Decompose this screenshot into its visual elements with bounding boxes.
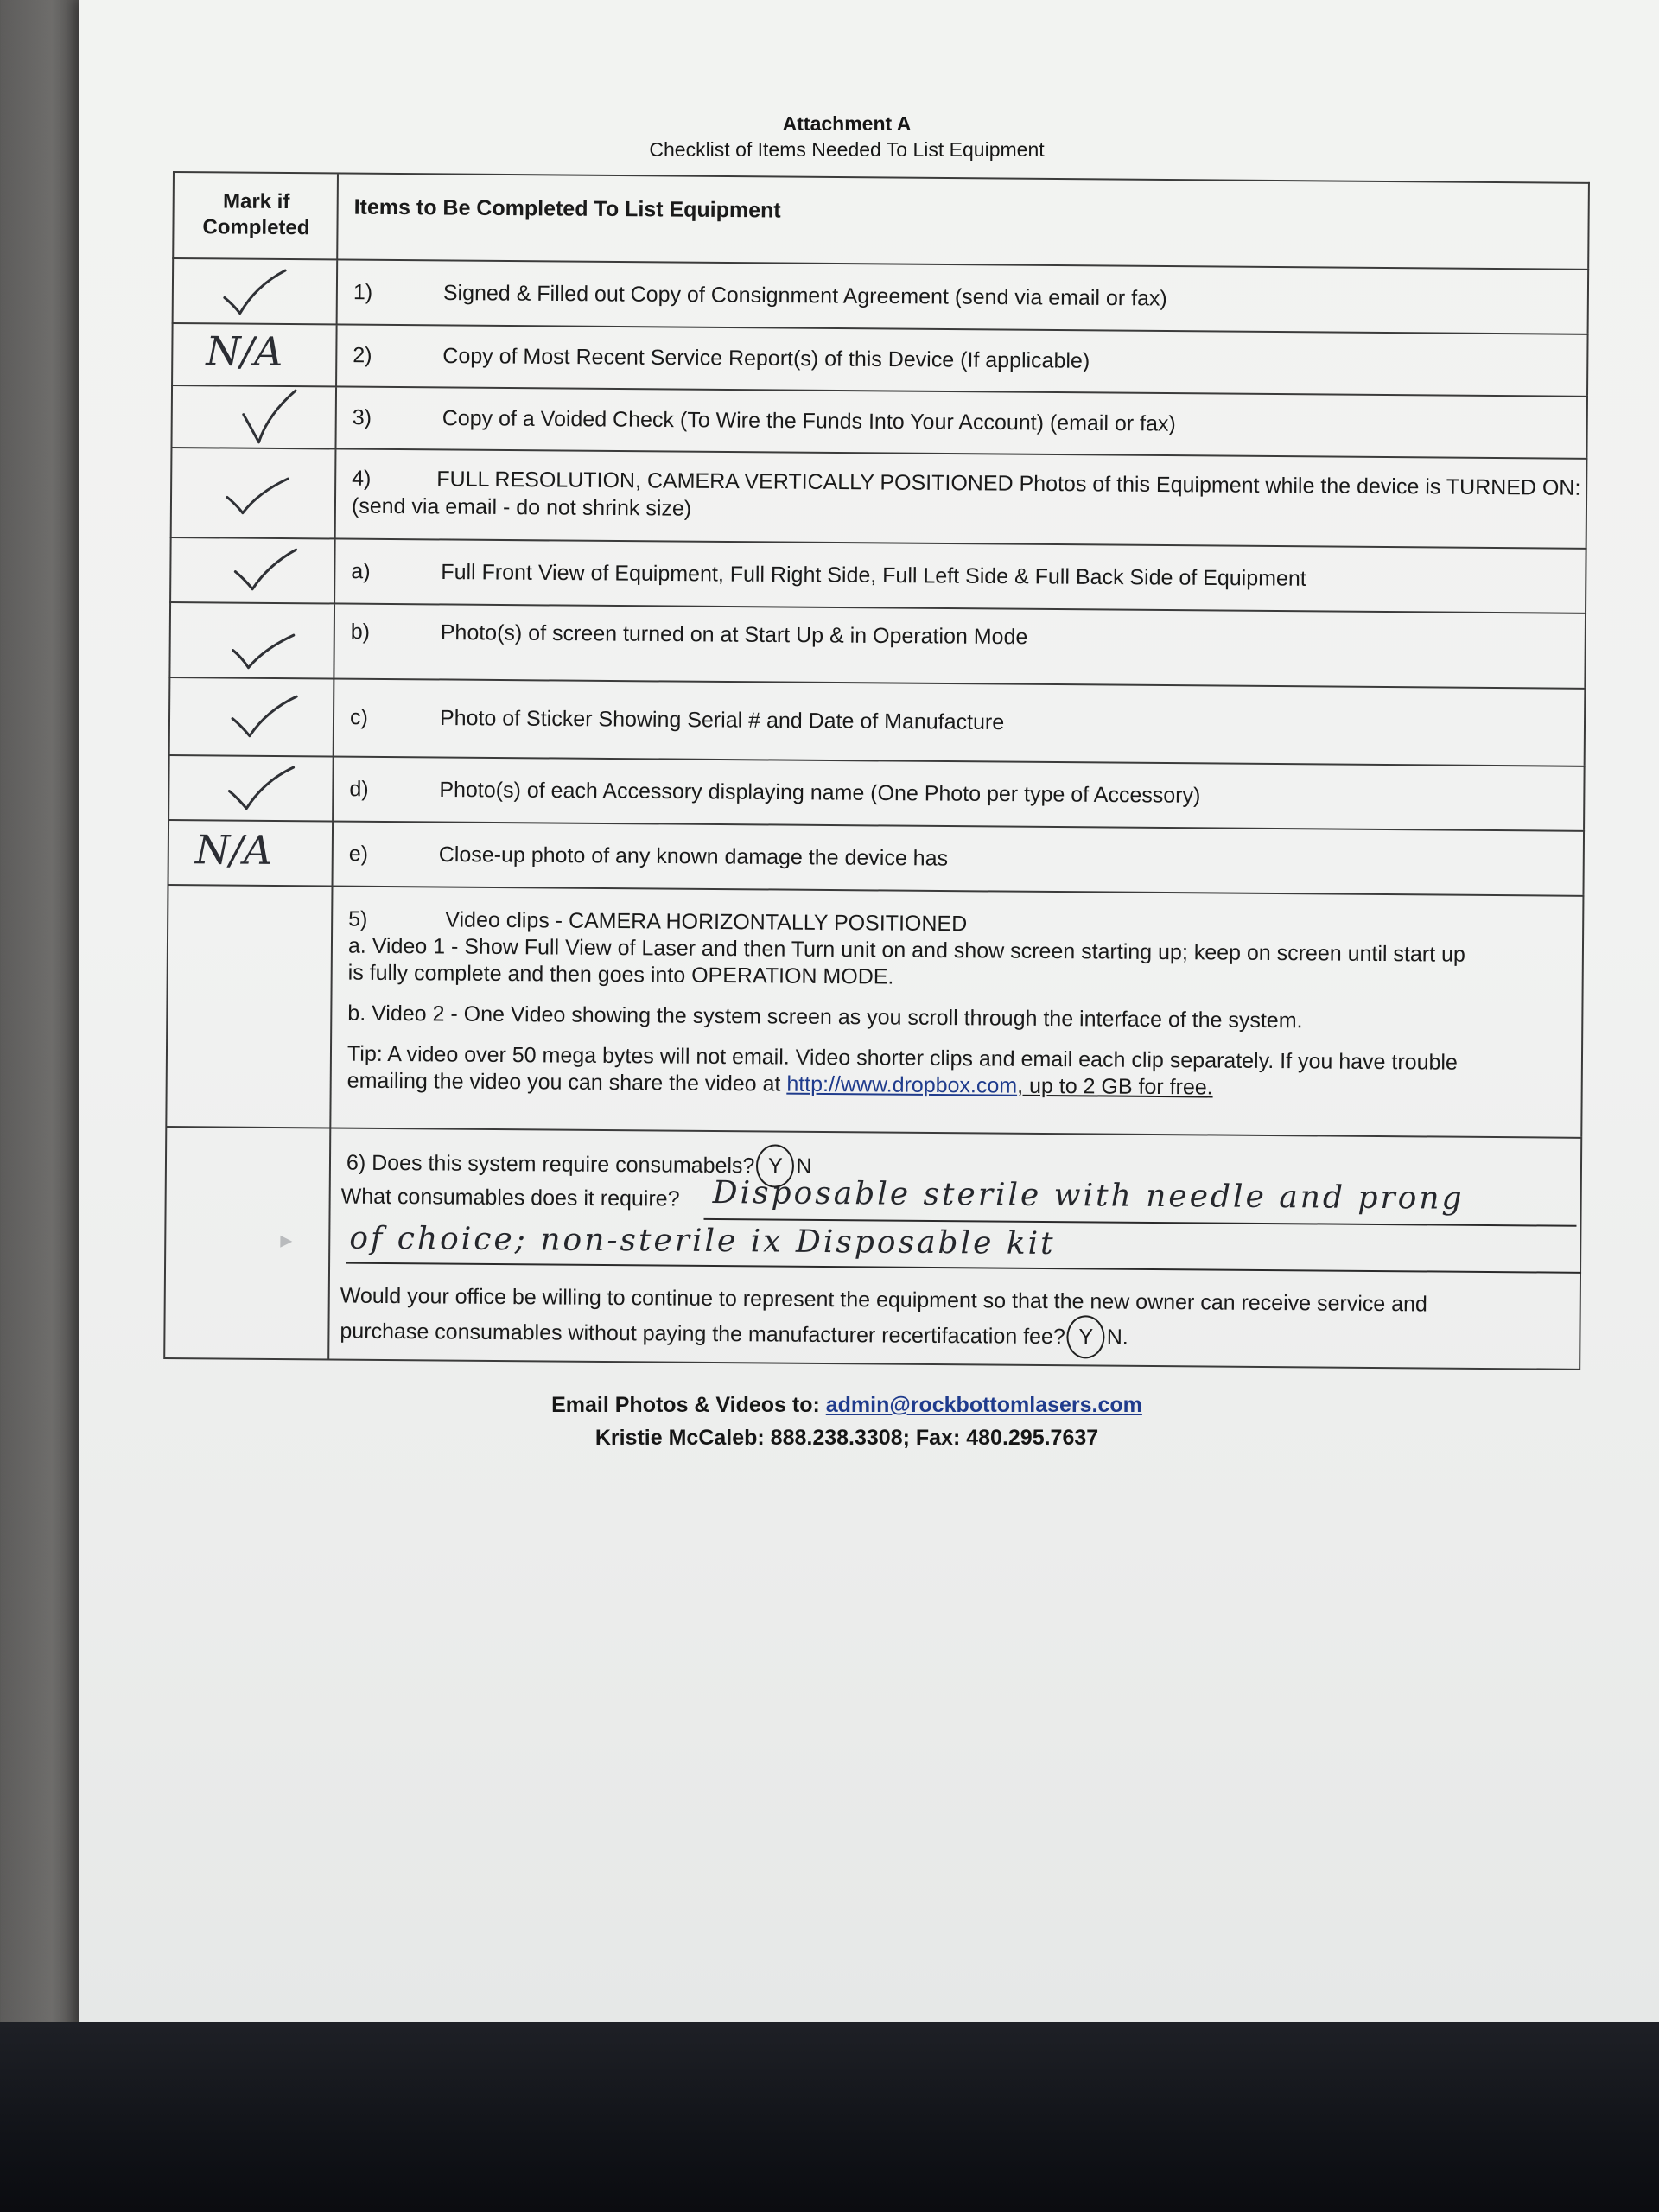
checkmark-icon: [229, 693, 302, 741]
table-row: c) Photo of Sticker Showing Serial # and Date of Manufacture: [168, 677, 1586, 766]
consumables-question: 6) Does this system require consumabels?: [346, 1150, 755, 1179]
item-text: Copy of a Voided Check (To Wire the Funds Into Your Account) (email or fax): [442, 405, 1176, 436]
item-text: Full Front View of Equipment, Full Right Side, Full Left Side & Full Back Side of Equipment: [441, 559, 1306, 591]
item-text: Photo(s) of screen turned on at Start Up & in Operation Mode: [440, 620, 1028, 650]
checkmark-icon: [232, 546, 301, 595]
footer-email-line: Email Photos & Videos to: admin@rockbottomlasers.com: [551, 1393, 1142, 1417]
item-text: Close-up photo of any known damage the device has: [438, 842, 949, 871]
table-row: 4) FULL RESOLUTION, CAMERA VERTICALLY POSITIONED Photos of this Equipment while the device is TURNED ON: (send via email - do not shrink size): [170, 447, 1588, 548]
item-text: Copy of Most Recent Service Report(s) of this Device (If applicable): [442, 343, 1090, 373]
table-row: b) Photo(s) of screen turned on at Start Up & in Operation Mode: [168, 601, 1586, 688]
represent-line2: purchase consumables without paying the manufacturer recertifacation fee?: [340, 1319, 1065, 1350]
video-a-line2: is fully complete and then goes into OPERATION MODE.: [347, 960, 894, 989]
table-row: d) Photo(s) of each Accessory displaying name (One Photo per type of Accessory): [168, 754, 1586, 830]
na-mark: N/A: [194, 826, 273, 874]
checkmark-icon: [224, 474, 293, 518]
table-row: N/A 2) Copy of Most Recent Service Report(s) of this Device (If applicable): [171, 322, 1589, 396]
document-title: Attachment A: [782, 112, 912, 135]
item-text: (send via email - do not shrink size): [351, 493, 692, 521]
dropbox-link[interactable]: http://www.dropbox.com: [786, 1071, 1018, 1098]
consumables-label: What consumables does it require?: [340, 1184, 680, 1211]
consumables-answer-line2: of choice; non-sterile ix Disposable kit: [349, 1220, 1056, 1262]
represent-line1: Would your office be willing to continue to represent the equipment so that the new owner can receive service and: [340, 1283, 1428, 1317]
table-row-video: 5) Video clips - CAMERA HORIZONTALLY POSITIONED a. Video 1 - Show Full View of Laser and then Turn unit on and show screen starting up; keep on screen until start up is fully complete and then goes into OPERATION MODE. b. Video 2 - One Video showing the system screen as you scroll through the interface of the system. Tip: A video over 50 mega bytes will not email. Video shorter clips and email each clip separately. If you have trouble emailing the video you can share the video at http://www.dropbox.com, up to 2 GB for free.: [165, 884, 1584, 1137]
footer-contact: Kristie McCaleb: 888.238.3308; Fax: 480.295.7637: [594, 1426, 1099, 1450]
checkmark-icon: [226, 764, 298, 813]
col-header-mark: Mark if Completed: [202, 189, 310, 240]
col-header-items: Items to Be Completed To List Equipment: [353, 194, 781, 223]
document-subtitle: Checklist of Items Needed To List Equipment: [649, 138, 1045, 161]
tip-line2: emailing the video you can share the video at: [346, 1068, 787, 1096]
email-link[interactable]: admin@rockbottomlasers.com: [825, 1393, 1142, 1417]
item-text: Photo(s) of each Accessory displaying name (One Photo per type of Accessory): [439, 777, 1201, 808]
faint-pen-mark: ▸: [280, 1226, 293, 1254]
video-a-line1: a. Video 1 - Show Full View of Laser and then Turn unit on and show screen starting up; keep on screen until start up: [347, 933, 1465, 967]
checkmark-icon: [229, 632, 298, 676]
checklist-table: [163, 171, 1590, 1379]
item-text: Photo of Sticker Showing Serial # and Date of Manufacture: [439, 705, 1005, 735]
tip-line1: Tip: A video over 50 mega bytes will not email. Video shorter clips and email each clip separately. If you have trouble: [346, 1041, 1459, 1075]
consumables-answer-line1: Disposable sterile with needle and prong: [712, 1174, 1465, 1217]
table-header-row: [172, 171, 1590, 269]
desk-surface: [0, 2022, 1659, 2212]
checkmark-icon: [221, 266, 290, 319]
yes-circled: Y: [756, 1144, 794, 1187]
item-text: FULL RESOLUTION, CAMERA VERTICALLY POSITIONED Photos of this Equipment while the device is TURNED ON:: [436, 467, 1581, 500]
table-row: N/A e) Close-up photo of any known damage the device has: [168, 819, 1586, 895]
table-row: 3) Copy of a Voided Check (To Wire the Funds Into Your Account) (email or fax): [170, 385, 1588, 458]
video-title: Video clips - CAMERA HORIZONTALLY POSITIONED: [445, 907, 968, 937]
table-row: 1) Signed & Filled out Copy of Consignment Agreement (send via email or fax): [172, 257, 1590, 334]
table-row: a) Full Front View of Equipment, Full Right Side, Full Left Side & Full Back Side of Equipment: [169, 537, 1587, 613]
checkmark-icon: [239, 389, 301, 448]
represent-yes-circled: Y: [1067, 1315, 1105, 1358]
video-b: b. Video 2 - One Video showing the system screen as you scroll through the interface of the system.: [347, 1001, 1303, 1033]
na-mark: N/A: [206, 327, 283, 376]
item-text: Signed & Filled out Copy of Consignment Agreement (send via email or fax): [442, 280, 1167, 311]
table-row-consumables: ▸ 6) Does this system require consumabels? Y N What consumables does it require? Disposable sterile with needle and prong of choice; non-sterile ix Disposable kit Would your office be willing to continue to represent the equipment so that the new owner can receive service and purchase consumables without paying the manufacturer recertifacation fee? Y N.: [163, 1126, 1582, 1370]
